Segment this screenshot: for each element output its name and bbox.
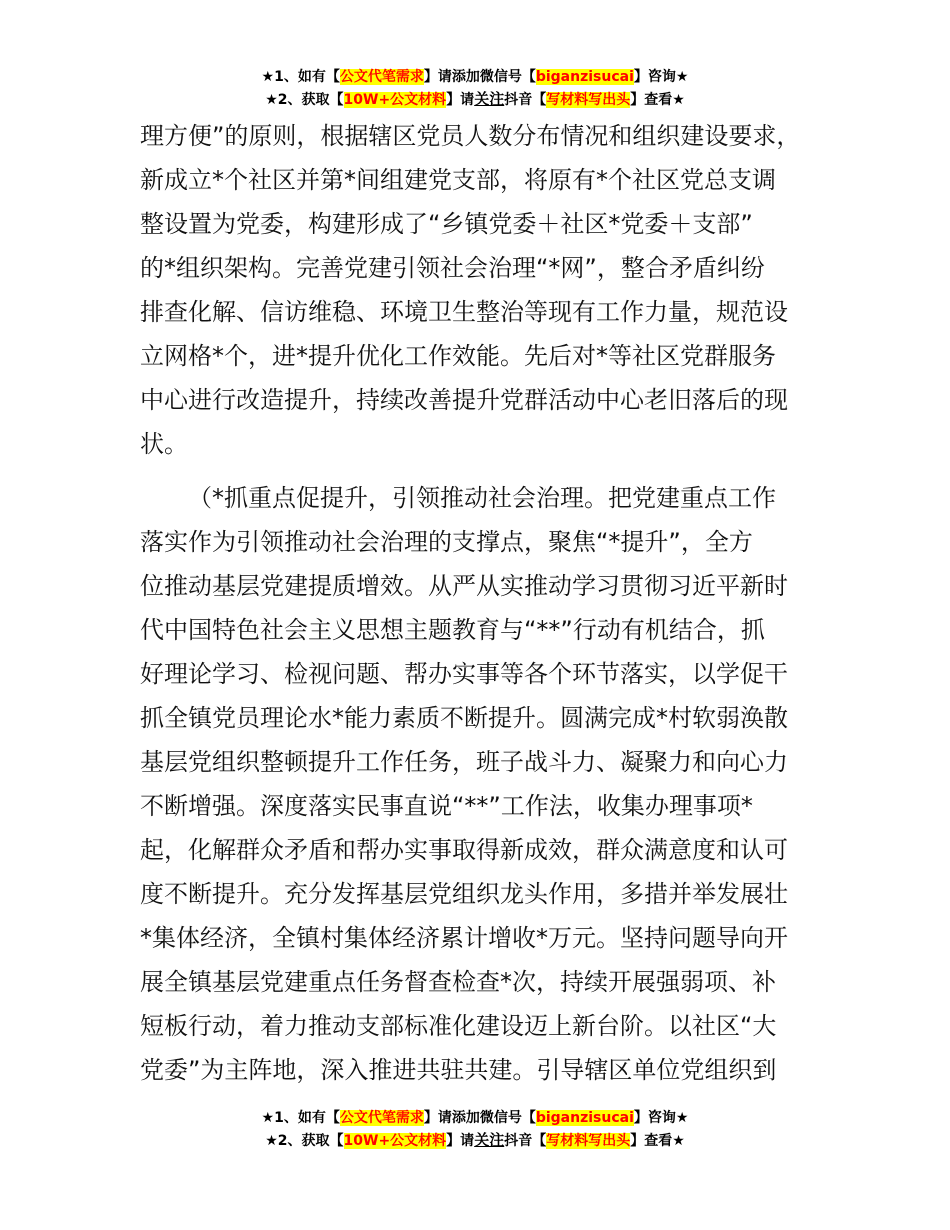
- text-line: 立网格*个，进*提升优化工作效能。先后对*等社区党群服务: [140, 342, 776, 370]
- paragraph-spacer: [140, 466, 830, 476]
- banner-highlight-wechat-id: biganzisucai: [535, 69, 634, 85]
- banner-highlight-ghostwriting: 公文代笔需求: [339, 1110, 424, 1126]
- text-line: 的*组织架构。完善党建引领社会治理“*网”，整合矛盾纠纷: [140, 254, 765, 282]
- text-line: 代中国特色社会主义思想主题教育与“**”行动有机结合，抓: [140, 616, 765, 644]
- header-banner: [0, 66, 950, 111]
- paragraph-1: [140, 114, 830, 466]
- banner-highlight-douyin-account: 写材料写出头: [546, 1133, 631, 1149]
- banner-line-2-suffix: 】查看★: [630, 1133, 685, 1149]
- text-line: 起，化解群众矛盾和帮办实事取得新成效，群众满意度和认可: [140, 836, 788, 864]
- text-line: 度不断提升。充分发挥基层党组织龙头作用，多措并举发展壮: [140, 880, 788, 908]
- banner-line-1-middle: 】请添加微信号【: [423, 1110, 536, 1126]
- banner-line-2-prefix: ★2、获取【: [265, 92, 344, 108]
- banner-line-1-middle: 】请添加微信号【: [423, 69, 536, 85]
- text-line: 抓全镇党员理论水*能力素质不断提升。圆满完成*村软弱涣散: [140, 704, 788, 732]
- banner-line-2-suffix: 】查看★: [630, 92, 685, 108]
- banner-line-2-prefix: ★2、获取【: [265, 1133, 344, 1149]
- text-line: 排查化解、信访维稳、环境卫生整治等现有工作力量，规范设: [140, 298, 788, 326]
- text-line: 短板行动，着力推动支部标准化建设迈上新台阶。以社区“大: [140, 1012, 777, 1040]
- banner-highlight-wechat-id: biganzisucai: [535, 1110, 634, 1126]
- text-line: 党委”为主阵地，深入推进共驻共建。引导辖区单位党组织到: [140, 1056, 777, 1084]
- text-line: 新成立*个社区并第*间组建党支部，将原有*个社区党总支调: [140, 166, 776, 194]
- text-line: 展全镇基层党建重点任务督查检查*次，持续开展强弱项、补: [140, 968, 776, 996]
- text-line: *集体经济，全镇村集体经济累计增收*万元。坚持问题导向开: [140, 924, 788, 952]
- banner-highlight-materials: 10W+公文材料: [343, 92, 447, 108]
- banner-highlight-ghostwriting: 公文代笔需求: [339, 69, 424, 85]
- banner-highlight-materials: 10W+公文材料: [343, 1133, 447, 1149]
- text-line: 位推动基层党建提质增效。从严从实推动学习贯彻习近平新时: [140, 572, 788, 600]
- text-line: 好理论学习、检视问题、帮办实事等各个环节落实，以学促干: [140, 660, 788, 688]
- banner-underlined-follow: 关注: [474, 90, 505, 108]
- banner-underlined-follow: 关注: [474, 1131, 505, 1149]
- banner-line-1-prefix: ★1、如有【: [261, 69, 340, 85]
- text-line: 基层党组织整顿提升工作任务，班子战斗力、凝聚力和向心力: [140, 748, 788, 776]
- banner-line-1: [0, 1107, 950, 1129]
- banner-line-2-middle-a: 】请: [446, 92, 475, 108]
- banner-line-2-middle-b: 抖音【: [504, 1133, 547, 1149]
- text-line: 整设置为党委，构建形成了“乡镇党委＋社区*党委＋支部”: [140, 210, 753, 238]
- footer-banner: [0, 1107, 950, 1152]
- document-body: [140, 114, 830, 1092]
- banner-highlight-douyin-account: 写材料写出头: [546, 92, 631, 108]
- text-line: 状。: [140, 430, 188, 458]
- banner-line-1-suffix: 】咨询★: [633, 1110, 689, 1126]
- banner-line-1-suffix: 】咨询★: [633, 69, 689, 85]
- banner-line-2-middle-b: 抖音【: [504, 92, 547, 108]
- text-line: 中心进行改造提升，持续改善提升党群活动中心老旧落后的现: [140, 386, 788, 414]
- banner-line-2: [0, 1129, 950, 1152]
- banner-line-2: [0, 88, 950, 111]
- banner-line-1-prefix: ★1、如有【: [261, 1110, 340, 1126]
- text-line: 落实作为引领推动社会治理的支撑点，聚焦“*提升”，全方: [140, 528, 753, 556]
- banner-line-1: [0, 66, 950, 88]
- text-line: 不断增强。深度落实民事直说“**”工作法，收集办理事项*: [140, 792, 753, 820]
- banner-line-2-middle-a: 】请: [446, 1133, 475, 1149]
- paragraph-2: [140, 476, 830, 1092]
- text-line-first-indented: （*抓重点促提升，引领推动社会治理。把党建重点工作: [188, 484, 776, 512]
- text-line: 理方便”的原则，根据辖区党员人数分布情况和组织建设要求，: [140, 122, 801, 150]
